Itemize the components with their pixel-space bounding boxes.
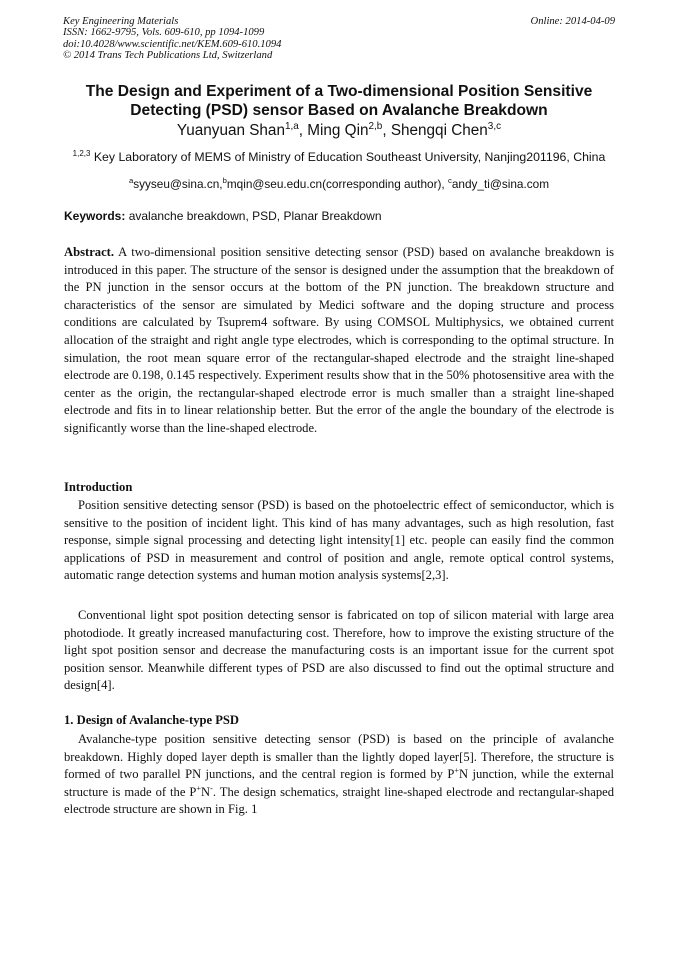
affiliation [0,150,678,164]
journal-header [63,16,615,62]
online-date: Online: 2014-04-09 [530,16,615,27]
doi-line: doi:10.4028/www.scientific.net/KEM.609-610.1094 [63,38,282,50]
author-3: Shengqi Chen [390,122,488,139]
email-a-sup: a [128,176,134,186]
author-1: Yuanyuan Shan [176,122,285,139]
issn-line: ISSN: 1662-9795, Vols. 609-610, pp 1094-1099 [63,27,265,39]
superscript-plus: + [454,766,459,775]
keywords-label: Keywords: [64,209,126,223]
keywords [64,209,614,223]
section-1-paragraph [64,731,614,819]
author-2: Ming Qin [307,122,369,139]
abstract-label: Abstract. [64,245,115,259]
author-3-sup: 3,c [487,120,502,132]
superscript-minus: - [210,783,213,793]
author-2-sup: 2,b [368,120,383,132]
affiliation-text: Key Laboratory of MEMS of Ministry of Education Southeast University, Nanjing201196, China [90,150,606,164]
section-1-text-part-4: . The design schematics, straight line-shaped electrode and rectangular-shaped electrode structure are shown in Fig. 1 [64,784,615,817]
introduction-paragraph-2: Conventional light spot position detecting sensor is fabricated on top of silicon material with large area photodiode. It greatly increased manufacturing cost. Therefore, how to improve the existing structure of the light spot position sensor and decrease the manufacturing costs is an important issue for the current spot position sensor. Meanwhile different types of PSD are also discussed to find out the optimal structure and design[4]. [64,608,614,693]
email-a: syyseu@sina.cn, [133,177,223,191]
author-list [0,122,678,140]
author-separator: , [298,122,308,139]
paper-title [40,82,638,120]
superscript-plus: + [196,783,202,793]
introduction-paragraph-1: Position sensitive detecting sensor (PSD) is based on the photoelectric effect of semiconductor, which is sensitive to the position of incident light. This kind of has many advantages, such as high resolution, fast response, simple signal processing and detecting light intensity[1] etc. people can easily find the common applications of PSD in measurement and control of position and angle, remote optical control systems, automatic range detection systems and human motion analysis systems[2,3]. [64,498,614,583]
title-line-1: The Design and Experiment of a Two-dimensional Position Sensitive [85,83,593,100]
author-separator: , [382,122,391,139]
journal-name: Key Engineering Materials [63,16,179,27]
section-1-text-part-1: Avalanche-type position sensitive detecting sensor (PSD) is based on the principle of avalanche breakdown. Highly doped layer depth is smaller than the lightly doped layer[5]. Therefore, the structure is formed of two parallel PN junctions, and the central region is formed by P [64,732,614,782]
introduction-heading: Introduction [64,480,133,494]
section-1-text-part-2: N junction, while the external structure is made of the P [64,767,614,799]
affiliation-sup: 1,2,3 [72,148,91,158]
email-c-sup: c [448,176,452,186]
copyright-line: © 2014 Trans Tech Publications Ltd, Switzerland [63,50,273,62]
abstract [64,244,614,438]
keywords-text: avalanche breakdown, PSD, Planar Breakdown [125,209,382,223]
email-b: mqin@seu.edu.cn(corresponding author), [226,177,448,191]
section-1-text-part-3: N [201,784,211,799]
abstract-text: A two-dimensional position sensitive detecting sensor (PSD) based on avalanche breakdown is introduced in this paper. The structure of the sensor is designed under the assumption that the breakdown of the PN junction in the sensor occurs at the bottom of the PN junction. The breakdown structure and characteristics of the sensor are simulated by Medici software and the doping structure and process conditions are calculated by Tsuprem4 software. By using COMSOL Multiphysics, we obtained current allocation of the straight and right angle type electrodes, which is corresponding to the optimal structure. In simulation, the root mean square error of the rectangular-shaped electrode and the straight line-shaped electrode are 0.198, 0.145 respectively. Experiment results show that in the 50% photosensitive area with the center as the origin, the rectangular-shaped electrode error is much smaller than a straight line-shaped electrode and fits in to linear relationship better. But the error of the angle the boundary of the electrode is significantly worse than the line-shaped electrode. [64,245,614,435]
author-1-sup: 1,a [284,120,299,132]
email-list [0,177,678,191]
title-line-2: Detecting (PSD) sensor Based on Avalanche Breakdown [130,102,548,119]
email-b-sup: b [222,176,227,186]
section-1-heading: 1. Design of Avalanche-type PSD [64,713,240,727]
email-c: andy_ti@sina.com [451,177,550,191]
